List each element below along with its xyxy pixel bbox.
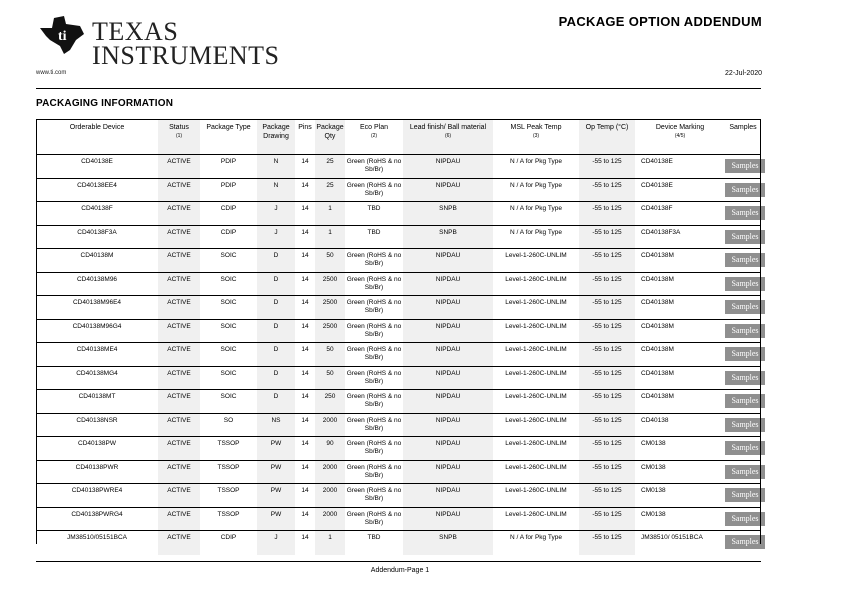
table-row — [36, 390, 761, 414]
cell-lead-finish: NIPDAU — [403, 319, 493, 343]
cell-package-drawing: D — [257, 366, 295, 390]
cell-pins: 14 — [301, 463, 309, 471]
cell-msl-peak-temp: N / A for Pkg Type — [510, 181, 562, 189]
cell-pins: 14 — [301, 393, 309, 400]
cell-package-qty: 25 — [315, 155, 345, 179]
cell-status: ACTIVE — [158, 413, 200, 437]
cell-op-temp: -55 to 125 — [579, 413, 635, 437]
texas-state-icon — [36, 14, 88, 56]
samples-button[interactable]: Samples — [725, 347, 765, 361]
header-label: MSL Peak Temp — [510, 124, 562, 131]
cell-samples — [725, 531, 761, 555]
cell-status: ACTIVE — [158, 507, 200, 531]
cell-device-marking: CD40138E — [641, 181, 673, 189]
cell-op-temp: -55 to 125 — [579, 272, 635, 296]
cell-package-qty: 1 — [315, 531, 345, 555]
cell-lead-finish: NIPDAU — [403, 507, 493, 531]
cell-package-qty: 2000 — [315, 460, 345, 484]
cell-orderable-device: CD40138NSR — [76, 416, 118, 424]
cell-device-marking: CD40138F — [641, 205, 673, 212]
cell-op-temp: -55 to 125 — [579, 390, 635, 414]
cell-status: ACTIVE — [158, 319, 200, 343]
cell-msl-peak-temp: Level-1-260C-UNLIM — [505, 369, 567, 377]
table-row — [36, 366, 761, 390]
cell-orderable-device: CD40138PWRG4 — [71, 510, 123, 518]
cell-device-marking: CD40138M — [641, 369, 674, 377]
header-label: Samples — [729, 124, 757, 131]
cell-device-marking: JM38510/ 05151BCA — [641, 534, 703, 541]
samples-button[interactable]: Samples — [725, 441, 765, 455]
header-note: (4/5) — [674, 133, 686, 139]
cell-samples — [725, 202, 761, 226]
cell-orderable-device: CD40138ME4 — [76, 346, 118, 353]
samples-button[interactable]: Samples — [725, 488, 765, 502]
samples-button[interactable]: Samples — [725, 394, 765, 408]
cell-eco-plan: Green (RoHS & no Sb/Br) — [346, 463, 402, 479]
cell-package-type: SOIC — [220, 299, 237, 306]
cell-lead-finish: SNPB — [403, 225, 493, 249]
samples-button[interactable]: Samples — [725, 253, 765, 267]
header-lead-finish — [403, 120, 493, 155]
cell-eco-plan: Green (RoHS & no Sb/Br) — [346, 275, 402, 291]
cell-op-temp: -55 to 125 — [579, 460, 635, 484]
cell-op-temp: -55 to 125 — [579, 507, 635, 531]
cell-lead-finish: NIPDAU — [403, 343, 493, 367]
cell-pins: 14 — [301, 181, 309, 189]
cell-samples — [725, 155, 761, 179]
header-device-marking — [635, 120, 725, 155]
cell-eco-plan: Green (RoHS & no Sb/Br) — [346, 299, 402, 314]
cell-msl-peak-temp: Level-1-260C-UNLIM — [505, 416, 567, 424]
cell-orderable-device: CD40138EE4 — [77, 181, 117, 189]
cell-package-qty: 2500 — [315, 296, 345, 320]
samples-button[interactable]: Samples — [725, 371, 765, 385]
table-body — [36, 155, 761, 555]
cell-samples — [725, 507, 761, 531]
cell-package-drawing: D — [257, 319, 295, 343]
packaging-table-wrap — [36, 119, 761, 555]
cell-device-marking: CD40138M — [641, 346, 674, 353]
cell-device-marking: CD40138M — [641, 322, 674, 330]
cell-status: ACTIVE — [158, 484, 200, 508]
cell-pins: 14 — [301, 158, 309, 165]
cell-eco-plan: Green (RoHS & no Sb/Br) — [346, 416, 402, 432]
cell-pins: 14 — [301, 510, 309, 518]
cell-device-marking: CD40138M — [641, 299, 674, 306]
cell-device-marking: CD40138M — [641, 252, 674, 259]
cell-orderable-device: CD40138PW — [78, 440, 116, 447]
cell-device-marking: CM0138 — [641, 510, 666, 518]
cell-op-temp: -55 to 125 — [579, 437, 635, 461]
samples-button[interactable]: Samples — [725, 230, 765, 244]
cell-package-type: SO — [223, 416, 234, 424]
cell-lead-finish: NIPDAU — [403, 178, 493, 202]
table-row — [36, 507, 761, 531]
cell-lead-finish: NIPDAU — [403, 366, 493, 390]
table-row — [36, 155, 761, 179]
cell-msl-peak-temp: Level-1-260C-UNLIM — [505, 463, 567, 471]
table-row — [36, 319, 761, 343]
table-row — [36, 437, 761, 461]
cell-msl-peak-temp: Level-1-260C-UNLIM — [505, 393, 567, 400]
cell-op-temp: -55 to 125 — [579, 319, 635, 343]
cell-msl-peak-temp: Level-1-260C-UNLIM — [505, 510, 567, 518]
header-label: Package Type — [206, 124, 251, 131]
cell-lead-finish: SNPB — [403, 202, 493, 226]
header-divider — [36, 88, 761, 89]
header-label: Orderable Device — [69, 124, 125, 131]
cell-package-qty: 25 — [315, 178, 345, 202]
cell-msl-peak-temp: Level-1-260C-UNLIM — [505, 275, 567, 283]
cell-lead-finish: SNPB — [403, 531, 493, 555]
cell-msl-peak-temp: Level-1-260C-UNLIM — [505, 299, 567, 306]
cell-orderable-device: CD40138PWR — [75, 463, 119, 471]
cell-orderable-device: CD40138F3A — [77, 228, 117, 236]
header-label: Op Temp (°C) — [585, 124, 629, 131]
cell-status: ACTIVE — [158, 225, 200, 249]
packaging-table — [36, 119, 761, 555]
cell-eco-plan: Green (RoHS & no Sb/Br) — [346, 181, 402, 197]
cell-eco-plan: TBD — [367, 534, 381, 541]
header-note: (3) — [532, 133, 540, 139]
header-pins — [295, 120, 315, 155]
cell-samples — [725, 178, 761, 202]
cell-pins: 14 — [301, 322, 309, 330]
cell-msl-peak-temp: N / A for Pkg Type — [510, 158, 562, 165]
header-label: Status — [169, 124, 189, 131]
cell-msl-peak-temp: Level-1-260C-UNLIM — [505, 252, 567, 259]
header-label: Package Drawing — [262, 124, 290, 140]
website-link[interactable]: www.ti.com — [36, 70, 67, 76]
cell-status: ACTIVE — [158, 249, 200, 273]
cell-package-qty: 250 — [315, 390, 345, 414]
table-left-border — [36, 119, 37, 544]
header-label: Lead finish/ Ball material — [409, 124, 487, 131]
cell-device-marking: CM0138 — [641, 487, 666, 494]
cell-orderable-device: CD40138M96 — [76, 275, 118, 283]
samples-button[interactable]: Samples — [725, 418, 765, 432]
cell-eco-plan: TBD — [367, 228, 381, 236]
samples-button[interactable]: Samples — [725, 535, 765, 549]
cell-package-qty: 1 — [315, 202, 345, 226]
section-title: PACKAGING INFORMATION — [36, 98, 174, 109]
cell-device-marking: CD40138F3A — [641, 228, 681, 236]
footer-divider — [36, 561, 761, 562]
cell-lead-finish: NIPDAU — [403, 272, 493, 296]
header-label: Pins — [298, 124, 312, 131]
brand-texas: TEXAS — [92, 17, 179, 46]
cell-pins: 14 — [301, 487, 309, 494]
cell-op-temp: -55 to 125 — [579, 296, 635, 320]
header-package-qty — [315, 120, 345, 155]
cell-samples — [725, 249, 761, 273]
cell-package-type: SOIC — [220, 393, 237, 400]
cell-orderable-device: CD40138M — [80, 252, 114, 259]
header-eco-plan — [345, 120, 403, 155]
table-row — [36, 296, 761, 320]
cell-samples — [725, 319, 761, 343]
cell-status: ACTIVE — [158, 531, 200, 555]
samples-button[interactable]: Samples — [725, 300, 765, 314]
header-package-type — [200, 120, 257, 155]
cell-status: ACTIVE — [158, 296, 200, 320]
cell-samples — [725, 413, 761, 437]
table-row — [36, 225, 761, 249]
cell-eco-plan: TBD — [367, 205, 381, 212]
cell-op-temp: -55 to 125 — [579, 484, 635, 508]
cell-package-drawing: PW — [257, 460, 295, 484]
cell-status: ACTIVE — [158, 390, 200, 414]
cell-lead-finish: NIPDAU — [403, 296, 493, 320]
cell-status: ACTIVE — [158, 178, 200, 202]
cell-package-drawing: D — [257, 296, 295, 320]
cell-package-qty: 50 — [315, 249, 345, 273]
cell-lead-finish: NIPDAU — [403, 413, 493, 437]
samples-button[interactable]: Samples — [725, 277, 765, 291]
header-note: (2) — [370, 133, 378, 139]
cell-package-qty: 50 — [315, 343, 345, 367]
cell-package-type: TSSOP — [217, 463, 240, 471]
cell-package-type: TSSOP — [217, 510, 240, 518]
cell-package-type: SOIC — [220, 252, 237, 259]
cell-samples — [725, 225, 761, 249]
samples-button[interactable]: Samples — [725, 159, 765, 173]
header-status — [158, 120, 200, 155]
cell-package-drawing: N — [257, 178, 295, 202]
samples-button[interactable]: Samples — [725, 206, 765, 220]
cell-pins: 14 — [301, 205, 309, 212]
cell-package-type: CDIP — [220, 534, 237, 541]
header-samples — [725, 120, 761, 155]
cell-pins: 14 — [301, 416, 309, 424]
cell-eco-plan: Green (RoHS & no Sb/Br) — [346, 158, 402, 173]
table-header-row — [36, 120, 761, 155]
cell-package-type: CDIP — [220, 228, 237, 236]
cell-op-temp: -55 to 125 — [579, 366, 635, 390]
cell-package-drawing: J — [257, 202, 295, 226]
cell-eco-plan: Green (RoHS & no Sb/Br) — [346, 322, 402, 338]
cell-package-type: SOIC — [220, 275, 237, 283]
cell-package-drawing: PW — [257, 484, 295, 508]
cell-package-drawing: J — [257, 225, 295, 249]
cell-pins: 14 — [301, 534, 309, 541]
cell-package-drawing: D — [257, 249, 295, 273]
table-row — [36, 413, 761, 437]
cell-package-qty: 90 — [315, 437, 345, 461]
cell-msl-peak-temp: N / A for Pkg Type — [510, 205, 562, 212]
cell-op-temp: -55 to 125 — [579, 155, 635, 179]
cell-device-marking: CD40138E — [641, 158, 673, 165]
cell-lead-finish: NIPDAU — [403, 155, 493, 179]
cell-orderable-device: CD40138M96G4 — [72, 322, 122, 330]
cell-lead-finish: NIPDAU — [403, 390, 493, 414]
cell-eco-plan: Green (RoHS & no Sb/Br) — [346, 487, 402, 502]
cell-eco-plan: Green (RoHS & no Sb/Br) — [346, 393, 402, 408]
cell-device-marking: CD40138M — [641, 393, 674, 400]
header-note: (1) — [175, 133, 183, 139]
cell-package-drawing: D — [257, 272, 295, 296]
table-row — [36, 249, 761, 273]
table-row — [36, 178, 761, 202]
cell-package-type: PDIP — [220, 158, 237, 165]
cell-msl-peak-temp: Level-1-260C-UNLIM — [505, 346, 567, 353]
cell-package-type: TSSOP — [217, 487, 240, 494]
cell-orderable-device: JM38510/05151BCA — [67, 534, 127, 541]
cell-package-qty: 50 — [315, 366, 345, 390]
cell-package-qty: 2500 — [315, 319, 345, 343]
samples-button[interactable]: Samples — [725, 512, 765, 526]
cell-lead-finish: NIPDAU — [403, 249, 493, 273]
cell-orderable-device: CD40138M96E4 — [72, 299, 122, 306]
cell-package-type: SOIC — [220, 369, 237, 377]
cell-orderable-device: CD40138PWRE4 — [71, 487, 123, 494]
table-row — [36, 460, 761, 484]
cell-pins: 14 — [301, 228, 309, 236]
doc-title: PACKAGE OPTION ADDENDUM — [558, 14, 762, 29]
cell-pins: 14 — [301, 299, 309, 306]
cell-msl-peak-temp: Level-1-260C-UNLIM — [505, 487, 567, 494]
cell-package-qty: 2500 — [315, 272, 345, 296]
cell-op-temp: -55 to 125 — [579, 249, 635, 273]
cell-op-temp: -55 to 125 — [579, 202, 635, 226]
cell-eco-plan: Green (RoHS & no Sb/Br) — [346, 346, 402, 361]
cell-status: ACTIVE — [158, 272, 200, 296]
table-row — [36, 531, 761, 555]
ti-logo — [36, 14, 280, 70]
cell-msl-peak-temp: N / A for Pkg Type — [510, 228, 562, 236]
cell-op-temp: -55 to 125 — [579, 531, 635, 555]
cell-orderable-device: CD40138E — [81, 158, 113, 165]
cell-package-type: TSSOP — [217, 440, 240, 447]
table-row — [36, 484, 761, 508]
cell-eco-plan: Green (RoHS & no Sb/Br) — [346, 440, 402, 455]
cell-pins: 14 — [301, 252, 309, 259]
cell-status: ACTIVE — [158, 155, 200, 179]
cell-samples — [725, 272, 761, 296]
table-right-border — [760, 119, 761, 544]
cell-package-type: SOIC — [220, 346, 237, 353]
cell-package-drawing: PW — [257, 507, 295, 531]
cell-package-qty: 2000 — [315, 507, 345, 531]
cell-package-type: PDIP — [220, 181, 237, 189]
header-op-temp — [579, 120, 635, 155]
cell-package-qty: 2000 — [315, 413, 345, 437]
header-msl-peak-temp — [493, 120, 579, 155]
cell-samples — [725, 366, 761, 390]
cell-status: ACTIVE — [158, 343, 200, 367]
table-row — [36, 343, 761, 367]
cell-status: ACTIVE — [158, 437, 200, 461]
cell-msl-peak-temp: Level-1-260C-UNLIM — [505, 440, 567, 447]
cell-device-marking: CD40138 — [641, 416, 669, 424]
cell-status: ACTIVE — [158, 202, 200, 226]
cell-pins: 14 — [301, 369, 309, 377]
samples-button[interactable]: Samples — [725, 324, 765, 338]
cell-samples — [725, 390, 761, 414]
cell-samples — [725, 484, 761, 508]
cell-device-marking: CM0138 — [641, 440, 666, 447]
cell-lead-finish: NIPDAU — [403, 484, 493, 508]
header-package-drawing — [257, 120, 295, 155]
cell-samples — [725, 296, 761, 320]
cell-package-drawing: D — [257, 343, 295, 367]
cell-op-temp: -55 to 125 — [579, 343, 635, 367]
cell-samples — [725, 437, 761, 461]
cell-pins: 14 — [301, 440, 309, 447]
table-row — [36, 272, 761, 296]
cell-pins: 14 — [301, 275, 309, 283]
table-row — [36, 202, 761, 226]
cell-eco-plan: Green (RoHS & no Sb/Br) — [346, 252, 402, 267]
cell-samples — [725, 460, 761, 484]
cell-package-qty: 1 — [315, 225, 345, 249]
cell-package-drawing: N — [257, 155, 295, 179]
header-label: Device Marking — [655, 124, 705, 131]
brand-instruments: INSTRUMENTS — [92, 41, 280, 70]
header-label: Package Qty — [316, 124, 344, 140]
header-note: (6) — [444, 133, 452, 139]
cell-package-drawing: NS — [257, 413, 295, 437]
cell-device-marking: CM0138 — [641, 463, 666, 471]
cell-msl-peak-temp: N / A for Pkg Type — [510, 534, 562, 541]
svg-text:ti: ti — [58, 29, 67, 44]
cell-eco-plan: Green (RoHS & no Sb/Br) — [346, 369, 402, 385]
cell-lead-finish: NIPDAU — [403, 437, 493, 461]
cell-op-temp: -55 to 125 — [579, 225, 635, 249]
cell-pins: 14 — [301, 346, 309, 353]
cell-package-drawing: D — [257, 390, 295, 414]
doc-date: 22-Jul-2020 — [725, 70, 762, 77]
samples-button[interactable]: Samples — [725, 183, 765, 197]
cell-orderable-device: CD40138MG4 — [76, 369, 118, 377]
cell-eco-plan: Green (RoHS & no Sb/Br) — [346, 510, 402, 526]
header-orderable-device — [36, 120, 158, 155]
cell-package-type: CDIP — [220, 205, 237, 212]
cell-op-temp: -55 to 125 — [579, 178, 635, 202]
cell-package-drawing: PW — [257, 437, 295, 461]
cell-device-marking: CD40138M — [641, 275, 674, 283]
cell-status: ACTIVE — [158, 460, 200, 484]
cell-msl-peak-temp: Level-1-260C-UNLIM — [505, 322, 567, 330]
page-footer: Addendum-Page 1 — [370, 567, 430, 574]
cell-lead-finish: NIPDAU — [403, 460, 493, 484]
cell-package-drawing: J — [257, 531, 295, 555]
cell-orderable-device: CD40138MT — [78, 393, 116, 400]
header-label: Eco Plan — [359, 124, 389, 131]
cell-package-qty: 2000 — [315, 484, 345, 508]
cell-orderable-device: CD40138F — [81, 205, 113, 212]
cell-package-type: SOIC — [220, 322, 237, 330]
cell-status: ACTIVE — [158, 366, 200, 390]
samples-button[interactable]: Samples — [725, 465, 765, 479]
cell-samples — [725, 343, 761, 367]
